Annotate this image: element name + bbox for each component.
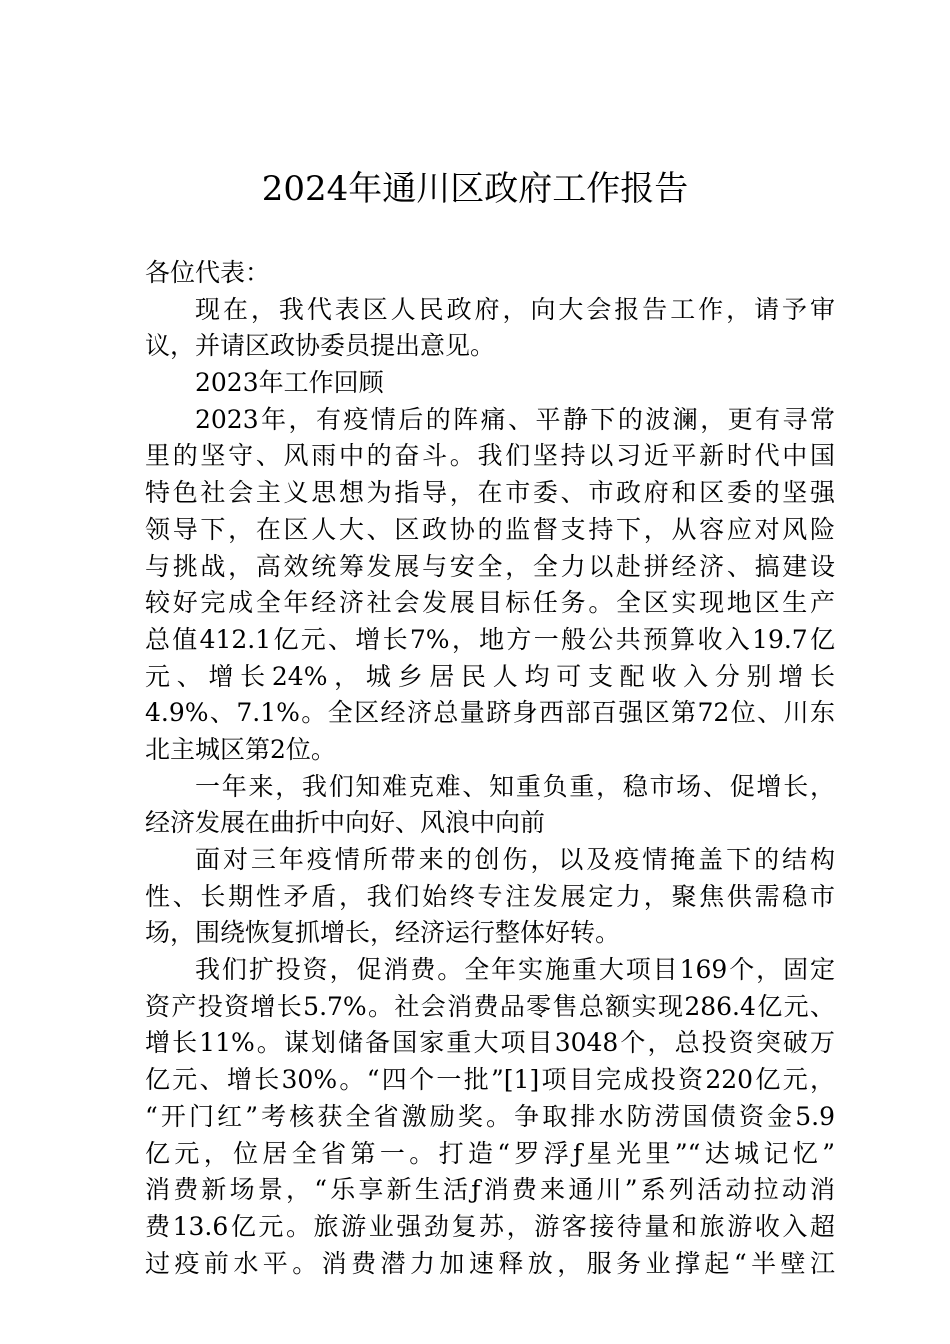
text-line: 过疫前水平。消费潜力加速释放，服务业撑起“半壁江 <box>145 1248 835 1278</box>
text-line: 亿元、增长30%。“四个一批”[1]项目完成投资220亿元， <box>145 1065 835 1095</box>
text-line: 我们扩投资，促消费。全年实施重大项目169个，固定 <box>195 955 835 985</box>
section-heading: 2023年工作回顾 <box>195 368 384 398</box>
text-line: 议，并请区政协委员提出意见。 <box>145 331 496 361</box>
text-line: 费13.6亿元。旅游业强劲复苏，游客接待量和旅游收入超 <box>145 1211 835 1241</box>
salutation-line: 各位代表： <box>145 258 271 287</box>
text-line: 增长11%。谋划储备国家重大项目3048个，总投资突破万 <box>145 1028 835 1058</box>
text-line: 领导下，在区人大、区政协的监督支持下，从容应对风险 <box>145 514 835 544</box>
document-body <box>145 255 835 1282</box>
text-line: 现在，我代表区人民政府，向大会报告工作，请予审 <box>195 294 835 324</box>
text-line: 特色社会主义思想为指导，在市委、市政府和区委的坚强 <box>145 478 835 508</box>
text-line: 较好完成全年经济社会发展目标任务。全区实现地区生产 <box>145 588 835 618</box>
text-line: 总值412.1亿元、增长7%，地方一般公共预算收入19.7亿 <box>145 624 835 654</box>
text-line: 2023年，有疫情后的阵痛、平静下的波澜，更有寻常 <box>195 404 835 434</box>
text-line: 一年来，我们知难克难、知重负重，稳市场、促增长， <box>195 771 835 801</box>
document-title: 2024年通川区政府工作报告 <box>261 169 689 209</box>
text-line: 消费新场景，“乐享新生活ƒ消费来通川”系列活动拉动消 <box>145 1175 835 1205</box>
text-line: 与挑战，高效统筹发展与安全，全力以赴拼经济、搞建设 <box>145 551 835 581</box>
text-line: 性、长期性矛盾，我们始终专注发展定力，聚焦供需稳市 <box>145 881 835 911</box>
text-line: 经济发展在曲折中向好、风浪中向前 <box>145 808 546 838</box>
text-line: 里的坚守、风雨中的奋斗。我们坚持以习近平新时代中国 <box>145 441 835 471</box>
text-line: 资产投资增长5.7%。社会消费品零售总额实现286.4亿元、 <box>145 991 835 1021</box>
text-line: 4.9%、7.1%。全区经济总量跻身西部百强区第72位、川东 <box>145 698 835 728</box>
text-line: 北主城区第2位。 <box>145 734 336 764</box>
text-line: 元、增长24%，城乡居民人均可支配收入分别增长 <box>145 661 835 691</box>
text-line: “开门红”考核获全省激励奖。争取排水防涝国债资金5.9 <box>145 1101 835 1131</box>
text-line: 面对三年疫情所带来的创伤，以及疫情掩盖下的结构 <box>195 845 835 874</box>
text-line: 场，围绕恢复抓增长，经济运行整体好转。 <box>145 918 621 948</box>
text-line: 亿元，位居全省第一。打造“罗浮ƒ星光里”“达城记忆” <box>145 1138 835 1168</box>
